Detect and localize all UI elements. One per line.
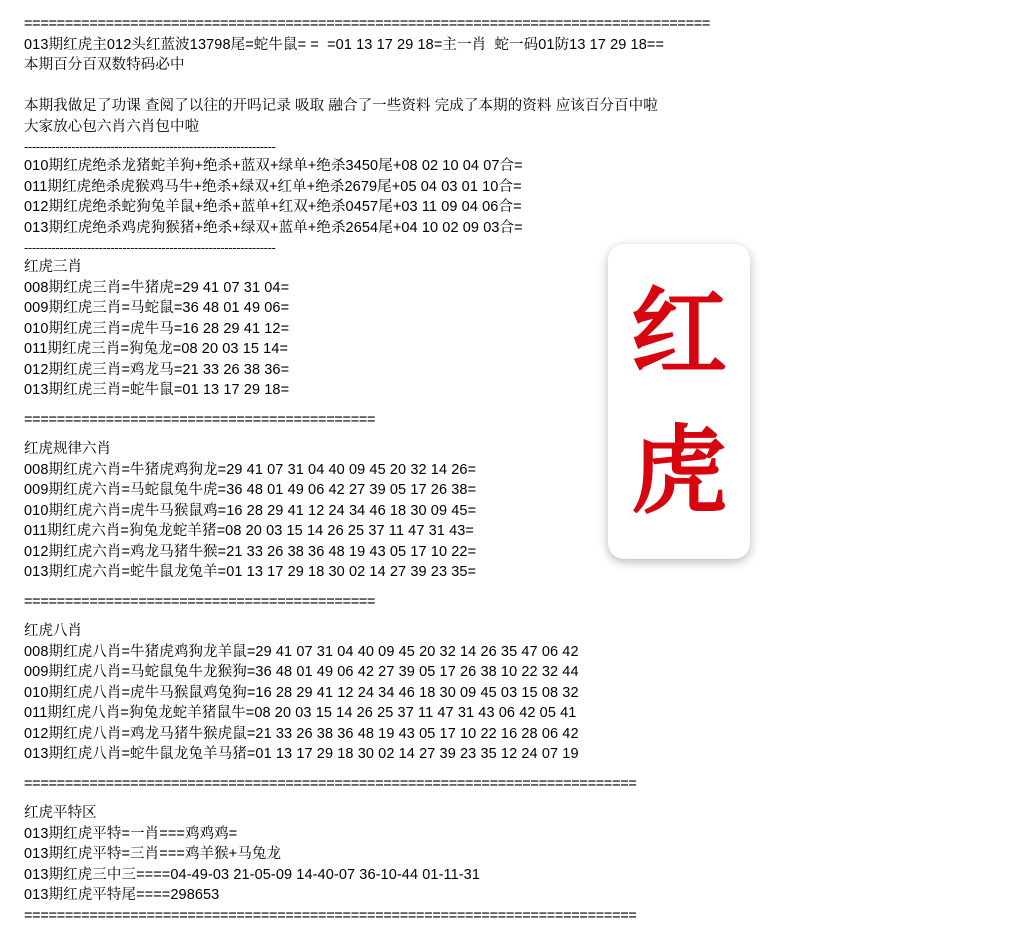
liuxiao-line-3: 010期红虎六肖=虎牛马猴鼠鸡=16 28 29 41 12 24 34 46 18 30 09 45= — [24, 501, 984, 522]
pingte-line-2: 013期红虎平特=三肖===鸡羊猴+马兔龙 — [24, 844, 984, 865]
liuxiao-line-5: 012期红虎六肖=鸡龙马猪牛猴=21 33 26 38 36 48 19 43 05 17 10 22= — [24, 542, 984, 563]
separator-2: =========================================== — [24, 592, 984, 613]
bottom-separator: =========================================================================== — [24, 906, 984, 926]
jiesha-line-1: 010期红虎绝杀龙猪蛇羊狗+绝杀+蓝双+绿单+绝杀3450尾+08 02 10 04 07合= — [24, 156, 984, 177]
logo-card — [608, 244, 750, 559]
baxiao-line-4: 011期红虎八肖=狗兔龙蛇羊猪鼠牛=08 20 03 15 14 26 25 37 11 47 31 43 06 42 05 41 — [24, 703, 984, 724]
liuxiao-line-4: 011期红虎六肖=狗兔龙蛇羊猪=08 20 03 15 14 26 25 37 11 47 31 43= — [24, 521, 984, 542]
dashed-separator-1: ---------------------------------------------------------------- — [24, 137, 984, 156]
separator-1: =========================================== — [24, 410, 984, 431]
spacer — [24, 794, 984, 803]
baxiao-line-6: 013期红虎八肖=蛇牛鼠龙兔羊马猪=01 13 17 29 18 30 02 14 27 39 23 35 12 24 07 19 — [24, 744, 984, 765]
liuxiao-line-2: 009期红虎六肖=马蛇鼠兔牛虎=36 48 01 49 06 42 27 39 05 17 26 38= — [24, 480, 984, 501]
pingte-line-3: 013期红虎三中三====04-49-03 21-05-09 14-40-07 36-10-44 01-11-31 — [24, 865, 984, 886]
jiesha-line-3: 012期红虎绝杀蛇狗兔羊鼠+绝杀+蓝单+红双+绝杀0457尾+03 11 09 04 06合= — [24, 197, 984, 218]
intro-line-1: 本期我做足了功课 查阅了以往的开吗记录 吸取 融合了一些资料 完成了本期的资料 应该百分百中啦 — [24, 96, 984, 117]
pingte-line-4: 013期红虎平特尾====298653 — [24, 885, 984, 906]
header-line-1: 013期红虎主012头红蓝波13798尾=蛇牛鼠= = =01 13 17 29 18=主一肖 蛇一码01防13 17 29 18== — [24, 35, 984, 56]
spacer — [24, 76, 984, 97]
baxiao-line-5: 012期红虎八肖=鸡龙马猪牛猴虎鼠=21 33 26 38 36 48 19 43 05 17 10 22 16 28 06 42 — [24, 724, 984, 745]
liuxiao-line-1: 008期红虎六肖=牛猪虎鸡狗龙=29 41 07 31 04 40 09 45 20 32 14 26= — [24, 460, 984, 481]
sanxiao-line-1: 008期红虎三肖=牛猪虎=29 41 07 31 04= — [24, 278, 984, 299]
liuxiao-line-6: 013期红虎六肖=蛇牛鼠龙兔羊=01 13 17 29 18 30 02 14 27 39 23 35= — [24, 562, 984, 583]
spacer — [24, 765, 984, 774]
top-separator: ==================================================================================== — [24, 14, 984, 35]
intro-line-2: 大家放心包六肖六肖包中啦 — [24, 117, 984, 138]
header-line-2: 本期百分百双数特码必中 — [24, 55, 984, 76]
section-baxiao-title: 红虎八肖 — [24, 621, 984, 642]
sanxiao-line-6: 013期红虎三肖=蛇牛鼠=01 13 17 29 18= — [24, 380, 984, 401]
sanxiao-line-5: 012期红虎三肖=鸡龙马=21 33 26 38 36= — [24, 360, 984, 381]
logo-char-hong: 红 — [631, 277, 727, 389]
baxiao-line-1: 008期红虎八肖=牛猪虎鸡狗龙羊鼠=29 41 07 31 04 40 09 45 20 32 14 26 35 47 06 42 — [24, 642, 984, 663]
sanxiao-line-2: 009期红虎三肖=马蛇鼠=36 48 01 49 06= — [24, 298, 984, 319]
baxiao-line-3: 010期红虎八肖=虎牛马猴鼠鸡兔狗=16 28 29 41 12 24 34 46 18 30 09 45 03 15 08 32 — [24, 683, 984, 704]
spacer — [24, 583, 984, 592]
sanxiao-line-3: 010期红虎三肖=虎牛马=16 28 29 41 12= — [24, 319, 984, 340]
logo-char-hu: 虎 — [631, 415, 727, 527]
dashed-separator-2: ---------------------------------------------------------------- — [24, 238, 984, 257]
spacer — [24, 430, 984, 439]
pingte-line-1: 013期红虎平特=一肖===鸡鸡鸡= — [24, 824, 984, 845]
jiesha-line-4: 013期红虎绝杀鸡虎狗猴猪+绝杀+绿双+蓝单+绝杀2654尾+04 10 02 09 03合= — [24, 218, 984, 239]
separator-3: =========================================================================== — [24, 774, 984, 795]
jiesha-line-2: 011期红虎绝杀虎猴鸡马牛+绝杀+绿双+红单+绝杀2679尾+05 04 03 01 10合= — [24, 177, 984, 198]
section-liuxiao-title: 红虎规律六肖 — [24, 439, 984, 460]
sanxiao-line-4: 011期红虎三肖=狗兔龙=08 20 03 15 14= — [24, 339, 984, 360]
document-content — [24, 14, 984, 926]
spacer — [24, 401, 984, 410]
section-sanxiao-title: 红虎三肖 — [24, 257, 984, 278]
spacer — [24, 612, 984, 621]
section-pingte-title: 红虎平特区 — [24, 803, 984, 824]
baxiao-line-2: 009期红虎八肖=马蛇鼠兔牛龙猴狗=36 48 01 49 06 42 27 39 05 17 26 38 10 22 32 44 — [24, 662, 984, 683]
